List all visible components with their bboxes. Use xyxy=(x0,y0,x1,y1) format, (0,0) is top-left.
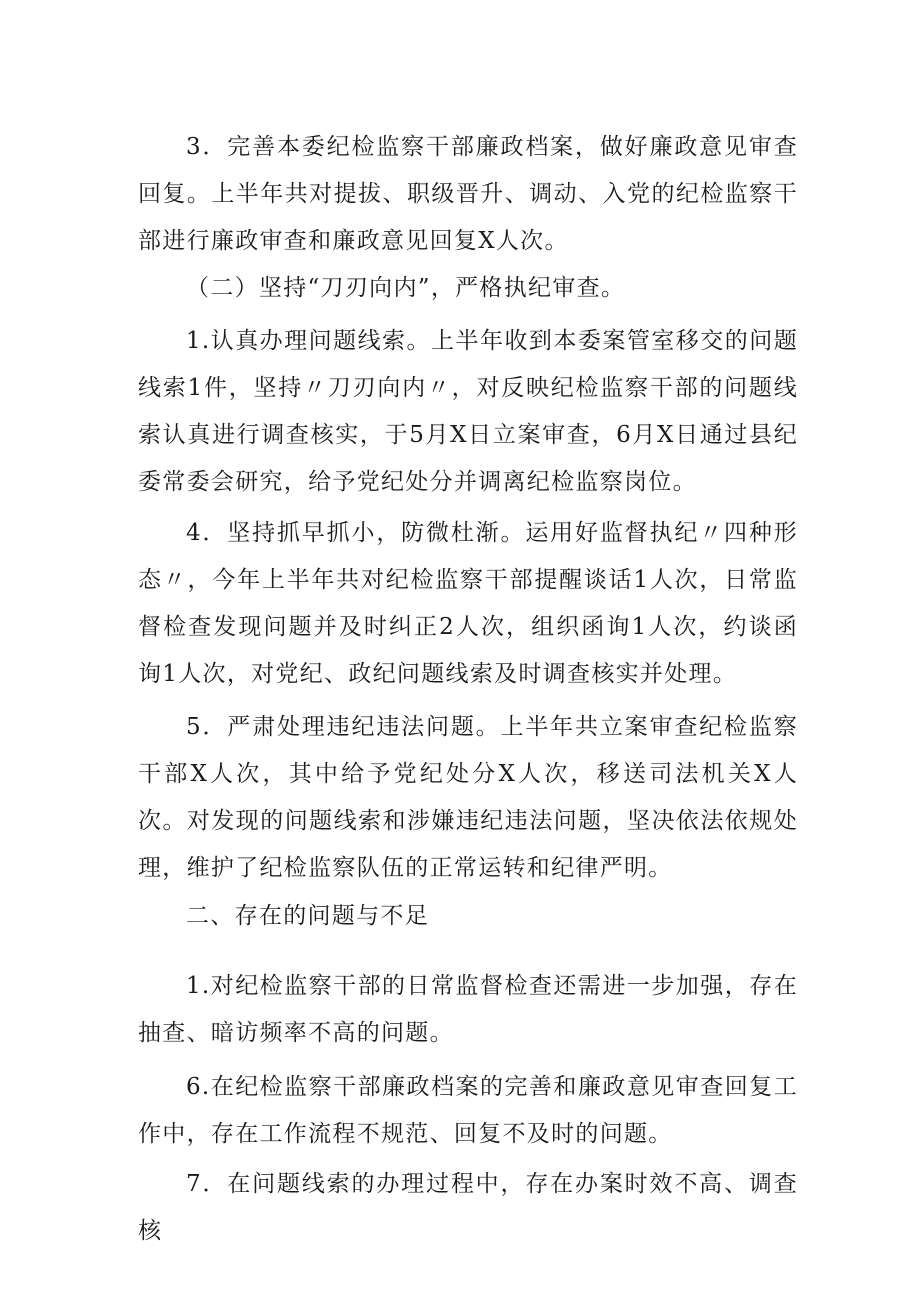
paragraph-problem-6: 6.在纪检监察干部廉政档案的完善和廉政意见审查回复工作中，存在工作流程不规范、回复不及时的问题。 xyxy=(138,1074,798,1147)
paragraph-violations: 5．严肃处理违纪违法问题。上半年共立案审查纪检监察干部X人次，其中给予党纪处分X人次，移送司法机关X人次。对发现的问题线索和涉嫌违纪违法问题，坚决依法依规处理，维护了纪检监察队伍的正常运转和纪律严明。 xyxy=(138,714,798,881)
paragraph-early-prevention: 4．坚持抓早抓小，防微杜渐。运用好监督执纪〃四种形态〃，今年上半年共对纪检监察干部提醒谈话1人次，日常监督检查发现问题并及时纠正2人次，组织函询1人次，约谈函询1人次，对党纪、政纪问题线索及时调查核实并处理。 xyxy=(138,520,798,687)
section-heading-discipline-review: （二）坚持“刀刃向内”，严格执纪审查。 xyxy=(186,275,626,301)
section-heading-problems: 二、存在的问题与不足 xyxy=(186,903,429,929)
paragraph-problem-1: 1.对纪检监察干部的日常监督检查还需进一步加强，存在抽查、暗访频率不高的问题。 xyxy=(138,973,798,1046)
paragraph-problem-clues: 1.认真办理问题线索。上半年收到本委案管室移交的问题线索1件，坚持〃刀刃向内〃，对反映纪检监察干部的问题线索认真进行调查核实，于5月X日立案审查，6月X日通过县纪委常委会研究，给予党纪处分并调离纪检监察岗位。 xyxy=(138,328,798,495)
paragraph-archives: 3．完善本委纪检监察干部廉政档案，做好廉政意见审查回复。上半年共对提拔、职级晋升、调动、入党的纪检监察干部进行廉政审查和廉政意见回复X人次。 xyxy=(138,134,798,254)
paragraph-problem-7: 7．在问题线索的办理过程中，存在办案时效不高、调查核 xyxy=(138,1171,798,1244)
